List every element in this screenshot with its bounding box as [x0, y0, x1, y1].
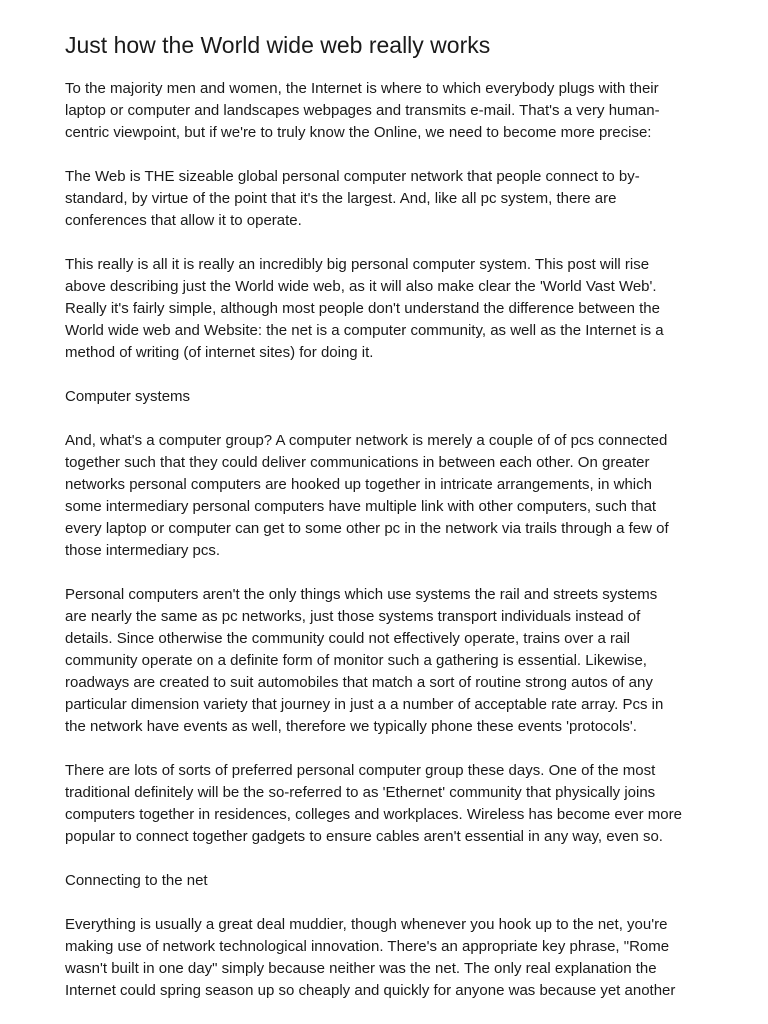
- document-title: Just how the World wide web really works: [65, 32, 491, 58]
- section-heading-computer-systems: Computer systems: [65, 388, 191, 405]
- paragraph: The Web is THE sizeable global personal computer network that people connect to by- standard, by virtue of the point that it's the largest. And, like all pc system, there are conferences that allow it to operate.: [65, 168, 640, 229]
- paragraph: Personal computers aren't the only things which use systems the rail and streets systems are nearly the same as pc networks, just those systems transport individuals instead of details. Since otherwise the community could not effectively operate, trains over a rail community operate on a definite form of monitor such a gathering is essential. Likewise, roadways are created to suit automobiles that match a sort of routine strong autos of any particular dimension variety that journey in just a a number of acceptable rate array. Pcs in the network have events as well, therefore we typically phone these events 'protocols'.: [65, 586, 664, 735]
- paragraph: And, what's a computer group? A computer network is merely a couple of of pcs connected together such that they could deliver communications in between each other. On greater networks personal computers are hooked up together in intricate arrangements, in which some intermediary personal computers have multiple link with other computers, such that every laptop or computer can get to some other pc in the network via trails through a few of those intermediary pcs.: [65, 432, 669, 559]
- paragraph: This really is all it is really an incredibly big personal computer system. This post will rise above describing just the World wide web, as it will also make clear the 'World Vast Web'. Really it's fairly simple, although most people don't understand the difference between the World wide web and Website: the net is a computer community, as well as the Internet is a method of writing (of internet sites) for doing it.: [65, 256, 664, 361]
- paragraph: Everything is usually a great deal muddier, though whenever you hook up to the net, you're making use of network technological innovation. There's an appropriate key phrase, "Rome wasn't built in one day" simply because neither was the net. The only real explanation the Internet could spring season up so cheaply and quickly for anyone was because yet another: [65, 916, 676, 999]
- document-body: [65, 78, 715, 1024]
- paragraph: There are lots of sorts of preferred personal computer group these days. One of the most traditional definitely will be the so-referred to as 'Ethernet' community that physically joins computers together in residences, colleges and workplaces. Wireless has become ever more popular to connect together gadgets to ensure cables aren't essential in any way, even so.: [65, 762, 682, 845]
- section-heading-connecting: Connecting to the net: [65, 872, 208, 889]
- paragraph: To the majority men and women, the Internet is where to which everybody plugs with their laptop or computer and landscapes webpages and transmits e-mail. That's a very human- centric viewpoint, but if we're to truly know the Online, we need to become more precise:: [65, 80, 660, 141]
